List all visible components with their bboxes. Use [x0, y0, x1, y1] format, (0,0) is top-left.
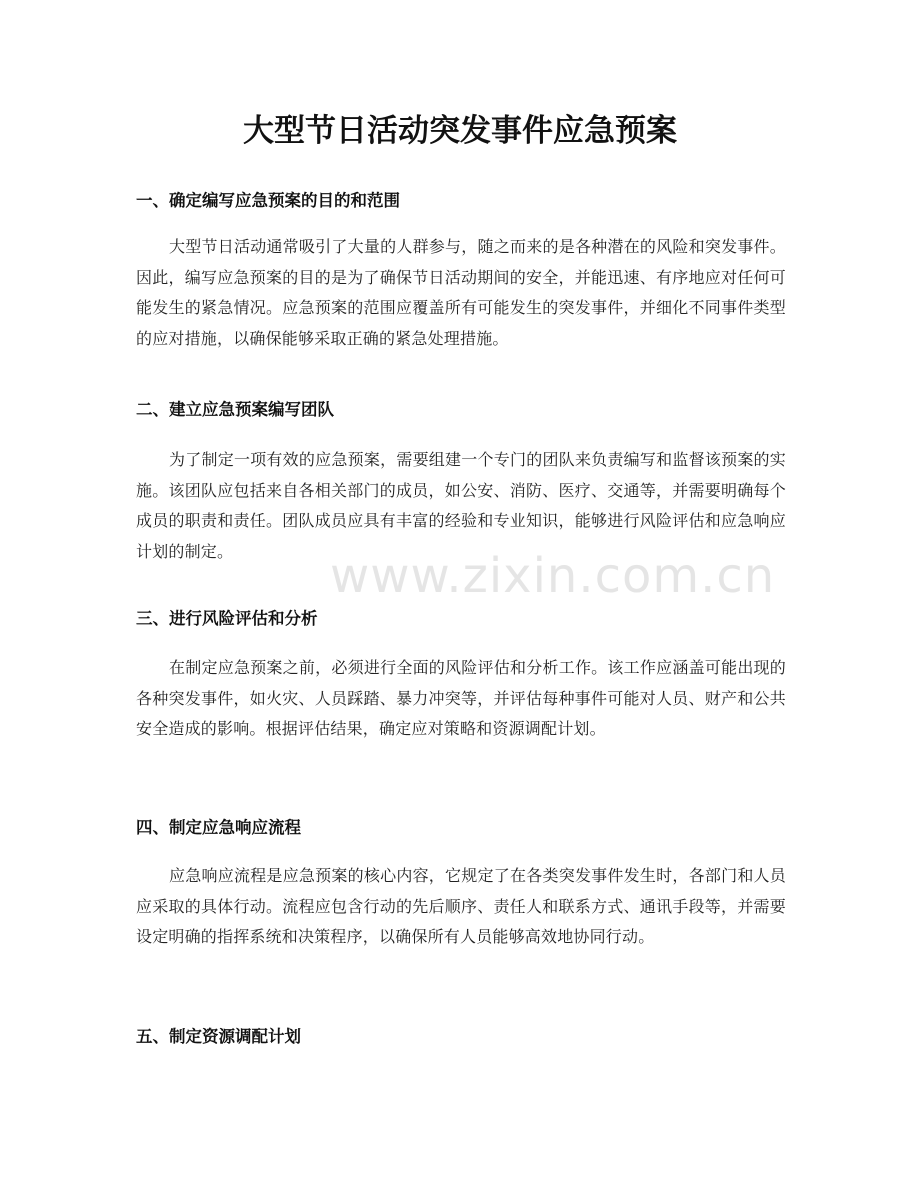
section-heading-1: 一、确定编写应急预案的目的和范围 [136, 191, 400, 210]
section-paragraph-4: 应急响应流程是应急预案的核心内容，它规定了在各类突发事件发生时，各部门和人员应采取的具体行动。流程应包含行动的先后顺序、责任人和联系方式、通讯手段等，并需要设定明确的指挥系统和决策程序，以确保所有人员能够高效地协同行动。 [136, 866, 786, 947]
section-paragraph-3: 在制定应急预案之前，必须进行全面的风险评估和分析工作。该工作应涵盖可能出现的各种突发事件，如火灾、人员踩踏、暴力冲突等，并评估每种事件可能对人员、财产和公共安全造成的影响。根据评估结果，确定应对策略和资源调配计划。 [136, 658, 786, 739]
section-heading-3: 三、进行风险评估和分析 [136, 609, 318, 628]
section-paragraph-2: 为了制定一项有效的应急预案，需要组建一个专门的团队来负责编写和监督该预案的实施。该团队应包括来自各相关部门的成员，如公安、消防、医疗、交通等，并需要明确每个成员的职责和责任。团队成员应具有丰富的经验和专业知识，能够进行风险评估和应急响应计划的制定。 [136, 450, 786, 562]
section-heading-5: 五、制定资源调配计划 [136, 1027, 301, 1046]
watermark-text: www.zixin.com.cn [330, 548, 776, 604]
section-heading-4: 四、制定应急响应流程 [136, 818, 301, 837]
document-title: 大型节日活动突发事件应急预案 [243, 113, 677, 149]
section-paragraph-1: 大型节日活动通常吸引了大量的人群参与，随之而来的是各种潜在的风险和突发事件。因此，编写应急预案的目的是为了确保节日活动期间的安全，并能迅速、有序地应对任何可能发生的紧急情况。应急预案的范围应覆盖所有可能发生的突发事件，并细化不同事件类型的应对措施，以确保能够采取正确的紧急处理措施。 [136, 237, 786, 349]
section-heading-2: 二、建立应急预案编写团队 [136, 400, 334, 419]
